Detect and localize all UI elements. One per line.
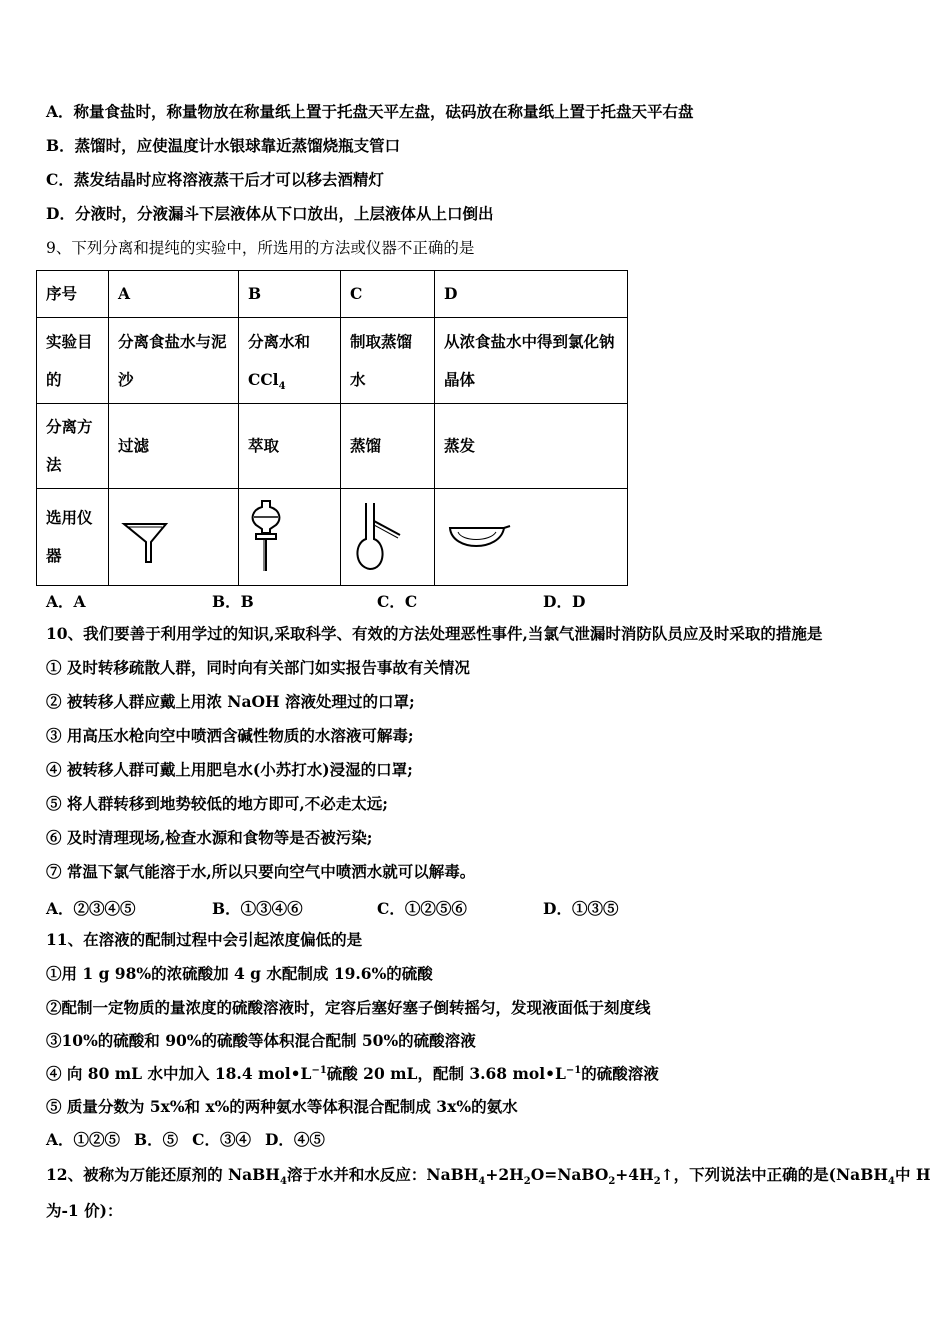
q11-item-4 (46, 1064, 659, 1084)
table-cell: 选用仪器 (37, 489, 109, 586)
table-cell: 分离方法 (37, 404, 109, 489)
q12-part: O=NaBO (530, 1165, 609, 1184)
q10-option-c[interactable]: C．①②⑤⑥ (377, 899, 467, 918)
subscript: 2 (608, 1176, 616, 1188)
ccl4-subscript: 4 (278, 380, 286, 392)
q11-option-c[interactable]: C．③④ (192, 1130, 251, 1149)
q10-stem: 10、我们要善于利用学过的知识,采取科学、有效的方法处理恶性事件,当氯气泄漏时消防队员应及时采取的措施是 (46, 624, 823, 643)
q11-item-1: ①用 1 g 98%的浓硫酸加 4 g 水配制成 19.6%的硫酸 (46, 964, 433, 983)
q11-item-4-part: 硫酸 20 mL，配制 3.68 mol•L (326, 1064, 566, 1083)
q11-options (46, 1130, 339, 1150)
table-cell (239, 489, 341, 586)
q12-part: +2H (485, 1165, 524, 1184)
subscript: 4 (887, 1176, 895, 1188)
q10-item-5: ⑤ 将人群转移到地势较低的地方即可,不必走太远; (46, 794, 389, 813)
q12-stem-line2: 为-1 价)： (46, 1201, 123, 1220)
q10-option-d[interactable]: D．①③⑤ (543, 899, 619, 918)
q12-part: 溶于水并和水反应：NaBH (286, 1165, 479, 1184)
table-cell: 蒸发 (435, 404, 628, 489)
q11-item-4-part: 的硫酸溶液 (581, 1064, 659, 1083)
q11-option-a[interactable]: A．①②⑤ (46, 1130, 121, 1149)
q11-item-3: ③10%的硫酸和 90%的硫酸等体积混合配制 50%的硫酸溶液 (46, 1031, 476, 1050)
q11-option-d[interactable]: D．④⑤ (264, 1130, 325, 1149)
table-cell: 过滤 (109, 404, 239, 489)
table-cell: 从浓食盐水中得到氯化钠晶体 (435, 318, 628, 404)
superscript: −1 (565, 1064, 582, 1076)
q9-option-c[interactable]: C．C (377, 592, 418, 611)
q12-part: 中 H (894, 1165, 931, 1184)
q12-part: 12、被称为万能还原剂的 NaBH (46, 1165, 280, 1184)
q10-option-a[interactable]: A．②③④⑤ (46, 899, 136, 918)
q10-item-1: ① 及时转移疏散人群，同时向有关部门如实报告事故有关情况 (46, 658, 470, 677)
q12-stem (46, 1165, 931, 1188)
q11-stem: 11、在溶液的配制过程中会引起浓度偏低的是 (46, 930, 363, 949)
subscript: 2 (523, 1176, 531, 1188)
evaporating-dish-icon (444, 512, 514, 562)
q11-item-2: ②配制一定物质的量浓度的硫酸溶液时，定容后塞好塞子倒转摇匀，发现液面低于刻度线 (46, 998, 651, 1017)
q9-option-d[interactable]: D．D (543, 592, 586, 611)
q10-item-3: ③ 用高压水枪向空中喷洒含碱性物质的水溶液可解毒; (46, 726, 414, 745)
table-header-cell: D (435, 271, 628, 318)
q10-item-2: ② 被转移人群应戴上用浓 NaOH 溶液处理过的口罩; (46, 692, 415, 711)
separatory-funnel-icon (248, 497, 288, 577)
subscript: 4 (478, 1176, 486, 1188)
q10-item-7: ⑦ 常温下氯气能溶于水,所以只要向空气中喷洒水就可以解毒。 (46, 862, 476, 881)
q8-option-a: A．称量食盐时，称量物放在称量纸上置于托盘天平左盘，砝码放在称量纸上置于托盘天平右盘 (46, 102, 694, 121)
q8-option-c: C．蒸发结晶时应将溶液蒸干后才可以移去酒精灯 (46, 170, 384, 189)
table-cell: 制取蒸馏水 (341, 318, 435, 404)
table-cell: 蒸馏 (341, 404, 435, 489)
q11-option-b[interactable]: B．⑤ (134, 1130, 179, 1149)
q11-item-5: ⑤ 质量分数为 5x%和 x%的两种氨水等体积混合配制成 3x%的氨水 (46, 1097, 518, 1116)
table-cell (109, 489, 239, 586)
table-cell (239, 318, 341, 404)
table-header-cell: A (109, 271, 239, 318)
q8-option-d: D．分液时，分液漏斗下层液体从下口放出，上层液体从上口倒出 (46, 204, 494, 223)
q12-part: ↑，下列说法中正确的是(NaBH (660, 1165, 888, 1184)
q10-option-b[interactable]: B．①③④⑥ (212, 899, 303, 918)
q9-table (36, 270, 628, 586)
superscript: −1 (311, 1064, 327, 1076)
q8-option-b: B．蒸馏时，应使温度计水银球靠近蒸馏烧瓶支管口 (46, 136, 401, 155)
subscript: 2 (653, 1176, 661, 1188)
q10-item-4: ④ 被转移人群可戴上用肥皂水(小苏打水)浸湿的口罩; (46, 760, 413, 779)
q11-item-4-part: ④ 向 80 mL 水中加入 18.4 mol•L (46, 1064, 312, 1083)
table-header-cell: 序号 (37, 271, 109, 318)
table-cell: 实验目的 (37, 318, 109, 404)
table-header-cell: C (341, 271, 435, 318)
table-cell: 萃取 (239, 404, 341, 489)
table-header-cell: B (239, 271, 341, 318)
ccl4-text: 分离水和CCl (248, 331, 311, 389)
table-cell: 分离食盐水与泥沙 (109, 318, 239, 404)
q12-part: +4H (615, 1165, 654, 1184)
q9-option-a[interactable]: A．A (46, 592, 86, 611)
table-cell (435, 489, 628, 586)
table-cell (341, 489, 435, 586)
q9-stem: 9、下列分离和提纯的实验中，所选用的方法或仪器不正确的是 (46, 239, 475, 257)
q9-option-b[interactable]: B．B (212, 592, 254, 611)
subscript: 4 (279, 1176, 287, 1188)
distilling-flask-icon (350, 497, 410, 577)
funnel-icon (118, 502, 178, 572)
q10-item-6: ⑥ 及时清理现场,检查水源和食物等是否被污染; (46, 828, 373, 847)
